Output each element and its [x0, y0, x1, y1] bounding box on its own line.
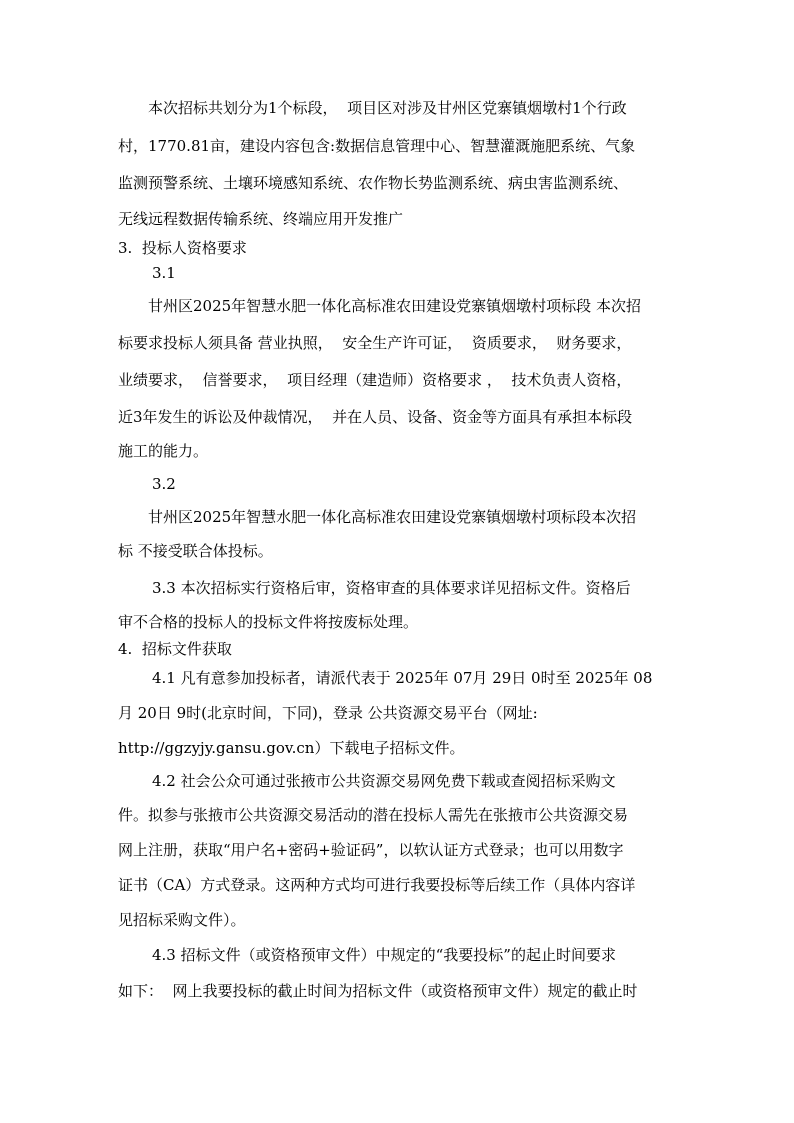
section-heading: 3. 投标人资格要求 — [118, 239, 247, 257]
paragraph-line: 网上注册，获取“用户名+密码+验证码”，以软认证方式登录；也可以用数字 — [118, 841, 624, 859]
paragraph-line: 标 不接受联合体投标。 — [118, 542, 273, 560]
paragraph-line: 监测预警系统、土壤环境感知系统、农作物长势监测系统、病虫害监测系统、 — [118, 174, 629, 192]
paragraph-line: 无线远程数据传输系统、终端应用开发推广 — [118, 210, 404, 228]
section-heading: 4. 招标文件获取 — [118, 640, 232, 658]
item-number: 3.1 — [152, 264, 176, 282]
paragraph-line: 件。拟参与张掖市公共资源交易活动的潜在投标人需先在张掖市公共资源交易 — [118, 806, 629, 824]
paragraph-line: 近3年发生的诉讼及仲裁情况， 并在人员、设备、资金等方面具有承担本标段 — [118, 408, 633, 426]
paragraph-line: 4.3 招标文件（或资格预审文件）中规定的“我要投标”的起止时间要求 — [152, 946, 616, 964]
paragraph-line: http://ggzyjy.gansu.gov.cn）下载电子招标文件。 — [118, 739, 465, 757]
paragraph-line: 见招标采购文件）。 — [118, 911, 246, 929]
paragraph-line: 证书（CA）方式登录。这两种方式均可进行我要投标等后续工作（具体内容详 — [118, 876, 636, 894]
item-number: 3.2 — [152, 475, 176, 493]
paragraph-line: 甘州区2025年智慧水肥一体化高标准农田建设党寨镇烟墩村项标段本次招 — [148, 508, 637, 526]
paragraph-line: 审不合格的投标人的投标文件将按废标处理。 — [118, 613, 419, 631]
paragraph-line: 甘州区2025年智慧水肥一体化高标准农田建设党寨镇烟墩村项标段 本次招 — [148, 297, 641, 315]
paragraph-line: 村，1770.81亩，建设内容包含:数据信息管理中心、智慧灌溉施肥系统、气象 — [118, 137, 636, 155]
paragraph-line: 4.2 社会公众可通过张掖市公共资源交易网免费下载或查阅招标采购文 — [152, 772, 616, 790]
paragraph-line: 如下： 网上我要投标的截止时间为招标文件（或资格预审文件）规定的截止时 — [118, 982, 638, 1000]
paragraph-line: 标要求投标人须具备 营业执照， 安全生产许可证， 资质要求， 财务要求， — [118, 334, 632, 352]
paragraph-line: 4.1 凡有意参加投标者，请派代表于 2025年 07月 29日 0时至 2025年 08 — [152, 669, 653, 687]
paragraph-line: 3.3 本次招标实行资格后审，资格审查的具体要求详见招标文件。资格后 — [152, 579, 631, 597]
paragraph-line: 施工的能力。 — [118, 442, 209, 460]
paragraph-line: 月 20日 9时(北京时间，下同)，登录 公共资源交易平台（网址: — [118, 704, 538, 722]
paragraph-line: 本次招标共划分为1个标段， 项目区对涉及甘州区党寨镇烟墩村1个行政 — [148, 99, 627, 117]
paragraph-line: 业绩要求， 信誉要求， 项目经理（建造师）资格要求 ， 技术负责人资格， — [118, 371, 632, 389]
